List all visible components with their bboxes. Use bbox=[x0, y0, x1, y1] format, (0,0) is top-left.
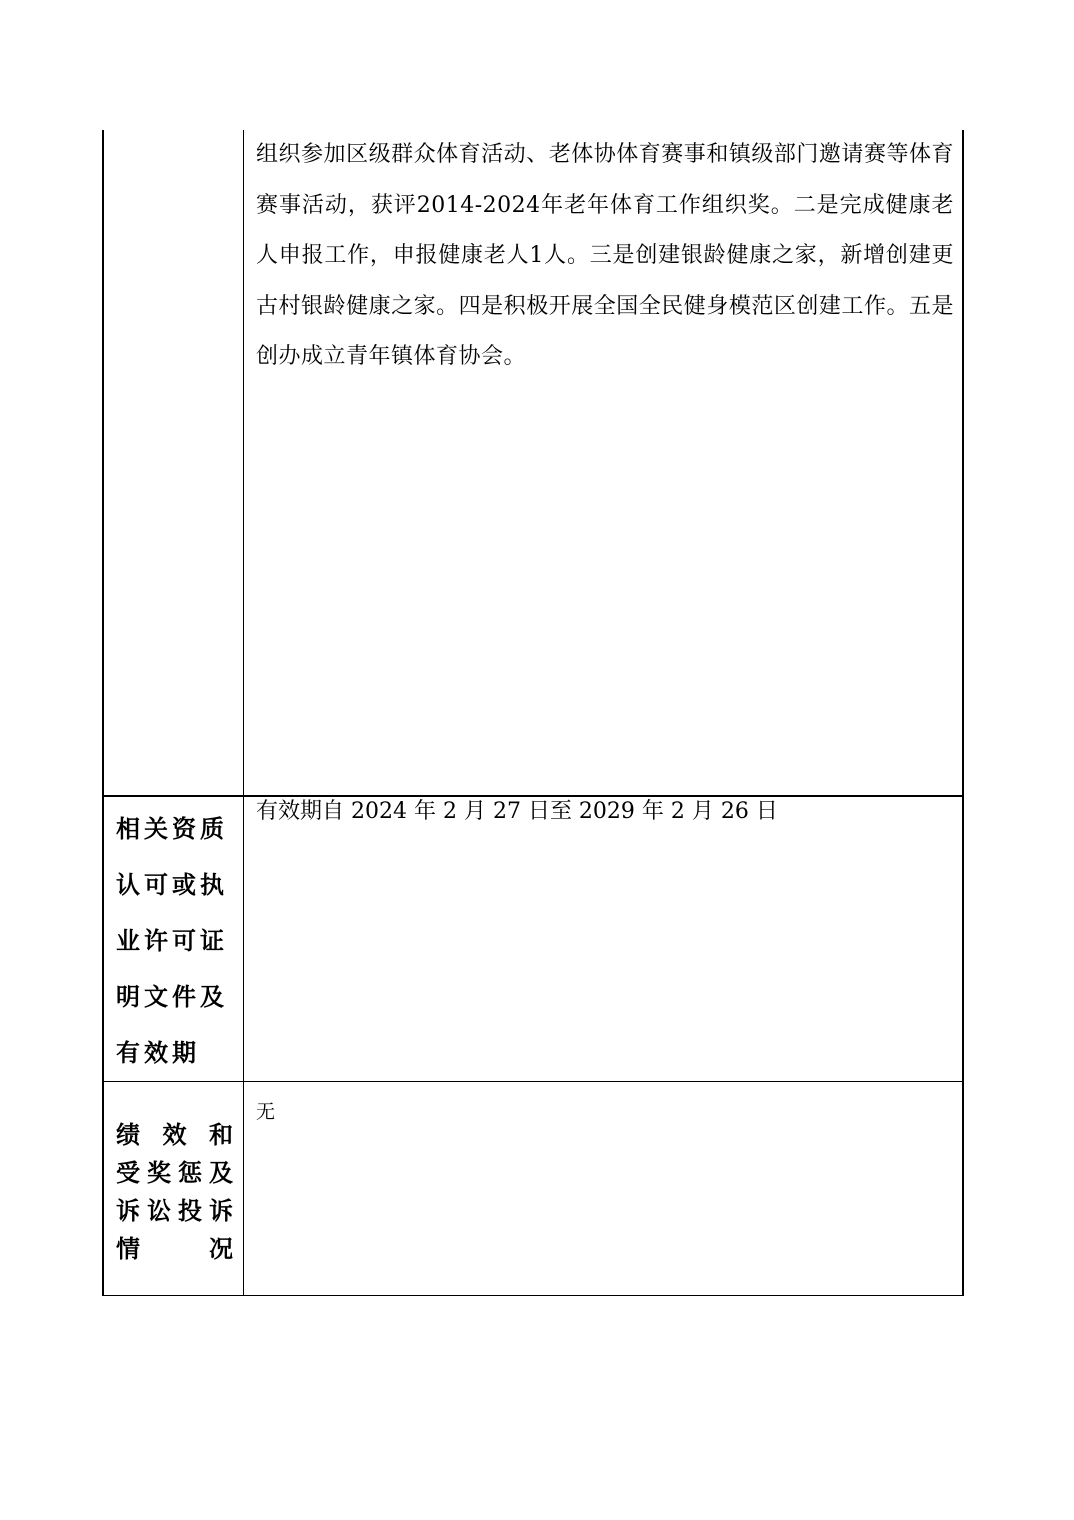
performance-value-cell bbox=[244, 1082, 964, 1296]
info-table bbox=[102, 130, 964, 1296]
certificate-label-line: 明文件及 bbox=[116, 983, 228, 1011]
certificate-label-cell bbox=[103, 796, 244, 1082]
certificate-label-line: 有效期 bbox=[116, 1039, 200, 1067]
label-char: 况 bbox=[209, 1235, 233, 1263]
certificate-label-line: 业许可证 bbox=[116, 927, 228, 955]
performance-label-line bbox=[116, 1116, 233, 1154]
label-char: 惩 bbox=[178, 1159, 202, 1187]
label-char: 受 bbox=[116, 1159, 140, 1187]
work-summary-text: 组织参加区级群众体育活动、老体协体育赛事和镇级部门邀请赛等体育赛事活动，获评2014-2024年老年体育工作组织奖。二是完成健康老人申报工作，申报健康老人1人。三是创建银龄健康之家，新增创建更古村银龄健康之家。四是积极开展全国全民健身模范区创建工作。五是创办成立青年镇体育协会。 bbox=[256, 142, 954, 369]
certificate-validity-text: 有效期自 2024 年 2 月 27 日至 2029 年 2 月 26 日 bbox=[256, 799, 778, 824]
label-char: 及 bbox=[209, 1159, 233, 1187]
certificate-label bbox=[104, 797, 243, 1081]
table-row-work-summary bbox=[103, 130, 963, 796]
label-char: 情 bbox=[116, 1235, 140, 1263]
table-row-performance bbox=[103, 1082, 963, 1296]
certificate-label-line: 相关资质 bbox=[116, 815, 228, 843]
label-char: 诉 bbox=[209, 1197, 233, 1225]
label-char: 诉 bbox=[116, 1197, 140, 1225]
label-char: 投 bbox=[178, 1197, 202, 1225]
empty-label-cell bbox=[103, 130, 244, 796]
label-char: 和 bbox=[209, 1121, 233, 1149]
performance-label bbox=[104, 1082, 243, 1268]
performance-label-line bbox=[116, 1230, 233, 1268]
label-char: 绩 bbox=[116, 1121, 140, 1149]
table-row-certificate bbox=[103, 796, 963, 1082]
certificate-value-cell bbox=[244, 796, 964, 1082]
performance-label-line bbox=[116, 1154, 233, 1192]
work-summary-cell bbox=[244, 130, 964, 796]
certificate-label-line: 认可或执 bbox=[116, 871, 228, 899]
label-char: 讼 bbox=[147, 1197, 171, 1225]
label-char: 效 bbox=[162, 1121, 187, 1149]
performance-value-text: 无 bbox=[256, 1101, 276, 1123]
performance-label-line bbox=[116, 1192, 233, 1230]
performance-label-cell bbox=[103, 1082, 244, 1296]
label-char: 奖 bbox=[147, 1159, 171, 1187]
